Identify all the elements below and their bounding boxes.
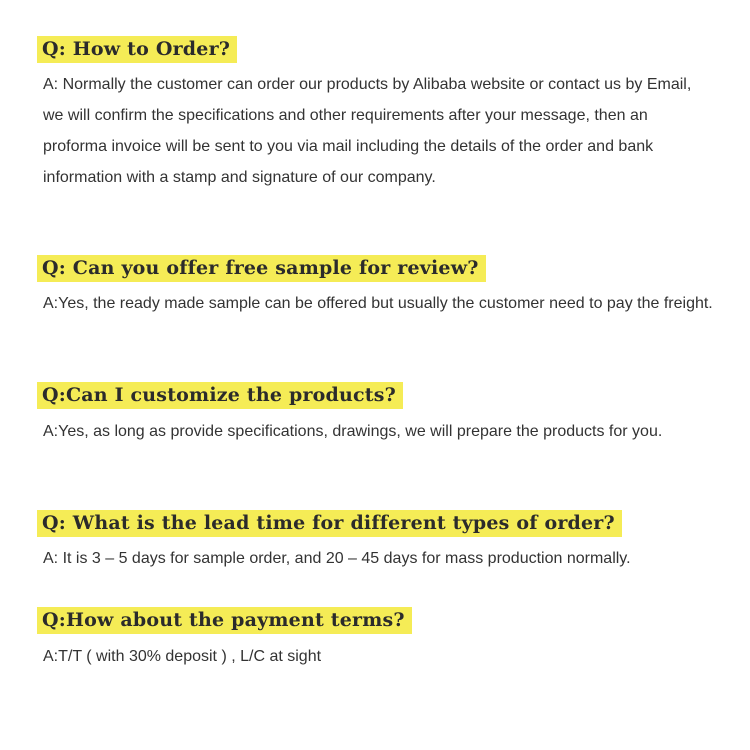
faq-answer-text: A: It is 3 – 5 days for sample order, and 20 – 45 days for mass production normally. [43, 550, 631, 567]
faq-question-heading: Q: What is the lead time for different types of order? [37, 510, 622, 537]
faq-question-heading: Q:How about the payment terms? [37, 607, 412, 634]
faq-answer-text: A:Yes, the ready made sample can be offered but usually the customer need to pay the freight. [43, 295, 713, 312]
faq-answer-text: A:T/T ( with 30% deposit ) , L/C at sight [43, 648, 322, 665]
faq-question-heading: Q: How to Order? [37, 36, 237, 63]
faq-question-heading: Q:Can I customize the products? [37, 382, 403, 409]
faq-question-heading: Q: Can you offer free sample for review? [37, 255, 486, 282]
faq-answer-text: A:Yes, as long as provide specifications, drawings, we will prepare the products for you. [43, 423, 663, 440]
faq-answer-text: A: Normally the customer can order our products by Alibaba website or contact us by Email, we will confirm the specifications and other requirements after your message, then an proforma invoice will be sent to you via mail including the details of the order and bank information with a stamp and signature of our company. [43, 76, 692, 186]
